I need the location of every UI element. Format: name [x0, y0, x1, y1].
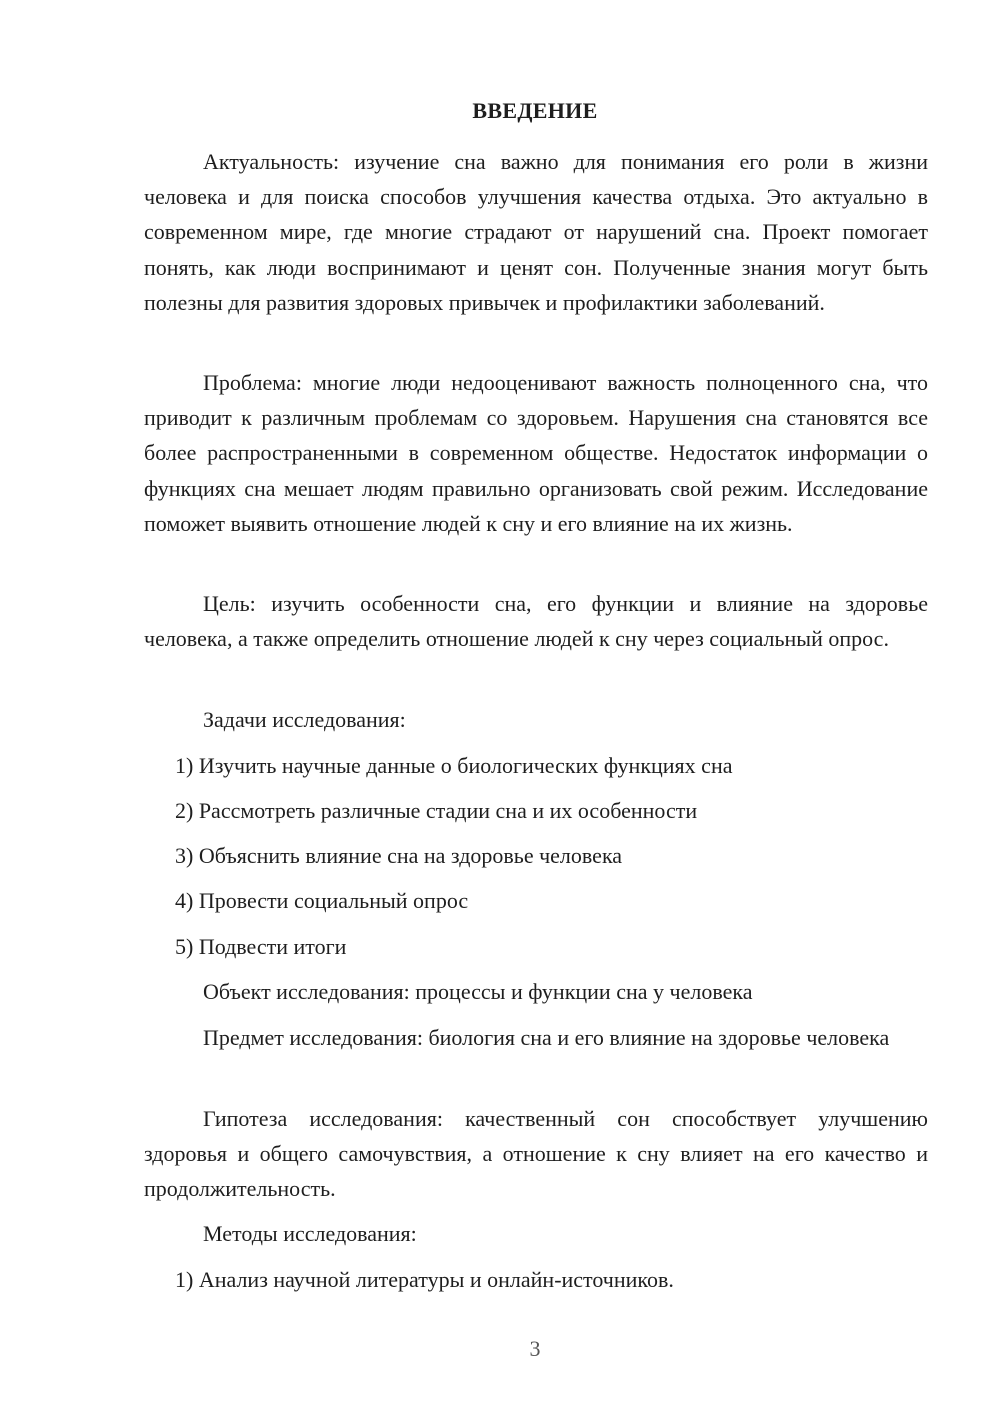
task-item: 5) Подвести итоги [175, 934, 347, 959]
hypothesis-block [144, 1101, 928, 1207]
task-item-4-block [144, 883, 928, 918]
problem-paragraph: Проблема: многие люди недооценивают важность полноценного сна, что приводит к различным проблемам со здоровьем. Нарушения сна становятся все более распространенными в современном обществе. Недостаток информации о функциях сна мешает людям правильно организовать свой режим. Исследование поможет выявить отношение людей к сну и его влияние на их жизнь. [144, 370, 928, 536]
tasks-heading-block [144, 702, 928, 737]
page-number: 3 [529, 1336, 541, 1361]
subject-block [144, 1020, 928, 1055]
method-item: 1) Анализ научной литературы и онлайн-источников. [175, 1267, 674, 1292]
task-item: 1) Изучить научные данные о биологических функциях сна [175, 753, 733, 778]
goal-block [144, 586, 928, 656]
methods-heading: Методы исследования: [203, 1221, 417, 1246]
relevance-paragraph: Актуальность: изучение сна важно для понимания его роли в жизни человека и для поиска способов улучшения качества отдыха. Это актуально в современном мире, где многие страдают от нарушений сна. Проект помогает понять, как люди воспринимают и ценят сон. Полученные знания могут быть полезны для развития здоровых привычек и профилактики заболеваний. [144, 149, 928, 315]
problem-block [144, 365, 928, 541]
object-paragraph: Объект исследования: процессы и функции сна у человека [203, 979, 753, 1004]
subject-paragraph: Предмет исследования: биология сна и его влияние на здоровье человека [203, 1025, 890, 1050]
methods-heading-block [144, 1216, 928, 1251]
task-item-2-block [144, 793, 928, 828]
goal-paragraph: Цель: изучить особенности сна, его функции и влияние на здоровье человека, а также определить отношение людей к сну через социальный опрос. [144, 591, 928, 652]
hypothesis-paragraph: Гипотеза исследования: качественный сон способствует улучшению здоровья и общего самочувствия, а отношение к сну влияет на его качество и продолжительность. [144, 1106, 928, 1202]
task-item: 4) Провести социальный опрос [175, 888, 469, 913]
method-item-1-block [144, 1262, 928, 1297]
task-item-3-block [144, 838, 928, 873]
task-item-1-block [144, 748, 928, 783]
tasks-heading: Задачи исследования: [203, 707, 406, 732]
task-item: 2) Рассмотреть различные стадии сна и их особенности [175, 798, 698, 823]
section-title: ВВЕДЕНИЕ [472, 98, 598, 123]
task-item: 3) Объяснить влияние сна на здоровье человека [175, 843, 623, 868]
relevance-block [144, 144, 928, 320]
task-item-5-block [144, 929, 928, 964]
object-block [144, 974, 928, 1009]
